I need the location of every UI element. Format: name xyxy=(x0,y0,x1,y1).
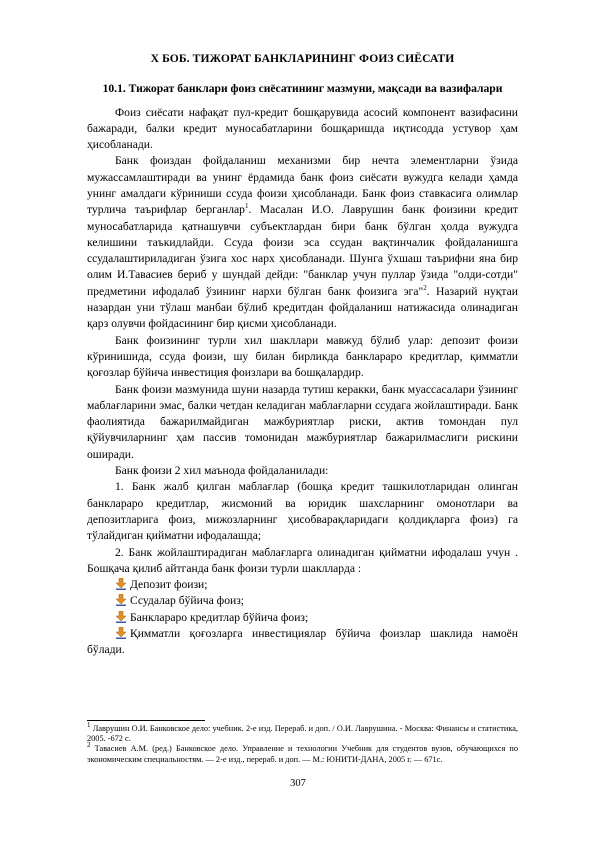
body-text xyxy=(87,105,518,659)
paragraph-3: Банк фоизининг турли хил шакллари мавжуд бўлиб улар: депозит фоизи кўринишида, ссуда фоизи, шу билан бирликда банклараро кредитлар, қимматли қоғозлар бўйича инвестиция фоизлари ва бошқалардир. xyxy=(87,333,518,380)
footnotes xyxy=(87,721,519,765)
footnote-ref-2[interactable]: 2 xyxy=(423,283,427,292)
paragraph-2-part-b: . Масалан И.О. Лаврушин банк фоизини кредит муносабатларида қатнашувчи субъектлардан бири банк бўлган ҳолда вужудга келишини таъкидлайди. Ссуда фоизи эса ссудан вақтинчалик фойдаланишга ссудалаштириладиган ўзига хос нарх ҳисобланади. Шунга ўхшаш таърифни яна бир олим И.Тавасиев бериб у шундай дейди: "банклар учун пуллар ўзида "олди-сотди" предметини ифодалаб ўзининг нархи бўлган банк фоизига эга" xyxy=(87,203,518,298)
paragraph-2-part-a: Банк фоиздан фойдаланиш механизми бир нечта элементларни ўзида мужассамлаштиради ва унинг ёрдамида банк фоиз сиёсати вужудга келади ҳамда унинг амалдаги кўриниши ссуда фоизи ҳисобланади. Банк фоиз ставкасига олимлар турлича таърифлар берганлар xyxy=(87,154,518,217)
arrow-bullet-icon xyxy=(115,627,127,639)
page-number: 307 xyxy=(290,778,306,789)
section-title: 10.1. Тижорат банклари фоиз сиёсатининг мазмуни, мақсади ва вазифалари xyxy=(102,82,503,95)
paragraph-6: 1. Банк жалб қилган маблағлар (бошқа кредит ташкилотларидан олинган банклараро кредитлар, жисмоний ва юридик шахсларнинг омонотлари ва депозитларига фоиз, мижозларнинг ҳисобварақларидаги қолдиқларга фоиз) га тўлайдиган қийматни ифодалашда; xyxy=(87,480,518,543)
footnote-1-text: Лаврушин О.И. Банковское дело: учебник. 2-е изд. Перераб. и доп. / О.И. Лаврушина. - Москва: Финансы и статистика, 2005. -672 с. xyxy=(87,724,518,744)
page-content xyxy=(87,52,518,659)
footnote-ref-1[interactable]: 1 xyxy=(244,202,249,211)
list-item xyxy=(87,626,518,659)
footnote-divider xyxy=(87,720,205,721)
paragraph-5: Банк фоизи 2 хил маънода фойдаланилади: xyxy=(115,464,329,478)
list-item-text: Қимматли қоғозларга инвестициялар бўйича фоизлар шаклида намоён бўлади. xyxy=(87,627,518,657)
footnote-1-mark: 1 xyxy=(87,721,91,730)
arrow-bullet-icon xyxy=(115,594,127,606)
chapter-title: X БОБ. ТИЖОРАТ БАНКЛАРИНИНГ ФОИЗ СИЁСАТИ xyxy=(150,52,455,65)
footnote-2-mark: 2 xyxy=(87,741,91,750)
footnote-1 xyxy=(87,721,518,744)
paragraph-4: Банк фоизи мазмунида шуни назарда тутиш керакки, банк муассасалари ўзининг маблағларини эмас, балки четдан келадиган маблағларни ссудага жойлаштиради. Банк фаолиятида бажарилмайдиган мажбуриятлар риски, актив томондан пул қўйувчиларнинг ҳам пассив томонидан мажбуриятлар бажарилмаслиги рискини оширади. xyxy=(87,382,518,461)
list-item xyxy=(87,577,518,593)
footnote-2 xyxy=(87,741,519,764)
arrow-bullet-icon xyxy=(115,611,127,623)
arrow-bullet-icon xyxy=(115,578,127,590)
paragraph-7: 2. Банк жойлаштирадиган маблағларга олинадиган қийматни ифодалаш учун . Бошқача қилиб айтганда банк фоизи турли шаклларда : xyxy=(87,545,518,575)
paragraph-2-part-c: . Назарий нуқтаи назардан уни тўлаш манбаи бўлиб кредитдан фойдаланиш натижасида олинадиган қарз олувчи фойдасининг бир қисми ҳисобланади. xyxy=(87,284,518,331)
list-item xyxy=(87,593,518,609)
list-item-text: Ссудалар бўйича фоиз; xyxy=(130,594,245,608)
list-item-text: Депозит фоизи; xyxy=(130,578,208,592)
paragraph-2 xyxy=(87,153,518,332)
list-item-text: Банклараро кредитлар бўйича фоиз; xyxy=(130,610,309,624)
footnote-2-text: Тавасиев А.М. (ред.) Банковское дело. Управление и технологии Учебник для студентов вузов, обучающихся по экономическим специальностям. — 2-е изд., перераб. и доп. — М.: ЮНИТИ-ДАНА, 2005 г. — 671с. xyxy=(87,744,519,764)
list-item xyxy=(87,610,518,626)
paragraph-1: Фоиз сиёсати нафақат пул-кредит бошқарувида асосий компонент вазифасини бажаради, балки кредит муносабатларини бошқаришда иқтисодда устувор ҳам ҳисобланади. xyxy=(87,105,518,152)
